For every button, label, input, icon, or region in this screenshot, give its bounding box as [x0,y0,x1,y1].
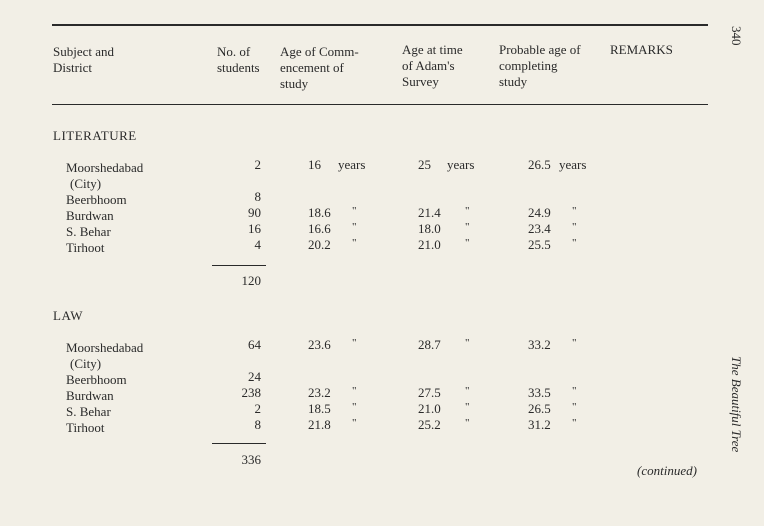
completing-age: 25.5 [528,237,551,252]
section-title: LAW [53,308,84,323]
commencement-unit: " [352,205,357,217]
commencement-unit: " [352,337,357,349]
district-name: Burdwan [66,208,114,223]
district-name: S. Behar [66,404,111,419]
adam-unit: " [465,205,470,217]
completing-unit: " [572,337,577,349]
commencement-age: 16.6 [308,221,331,236]
adam-age: 28.7 [418,337,441,352]
commencement-age: 18.5 [308,401,331,416]
running-title: The Beautiful Tree [729,356,744,453]
adam-age: 25.2 [418,417,441,432]
completing-age: 23.4 [528,221,551,236]
completing-age: 31.2 [528,417,551,432]
completing-unit: " [572,417,577,429]
commencement-age: 20.2 [308,237,331,252]
students-count: 16 [248,221,261,236]
header-commencement: Age of Comm- encement of study [280,44,359,91]
total-rule [212,265,266,266]
adam-age: 21.0 [418,401,441,416]
continued-note: (continued) [637,463,697,478]
district-name: S. Behar [66,224,111,239]
adam-age: 27.5 [418,385,441,400]
students-total: 120 [241,273,261,288]
adam-age: 25 [418,157,431,172]
commencement-age: 23.6 [308,337,331,352]
district-name: Beerbhoom [66,372,127,387]
header-subject: Subject and District [53,44,115,75]
completing-unit: years [559,157,587,172]
students-count: 8 [254,189,261,204]
district-name: Beerbhoom [66,192,127,207]
adam-age: 21.0 [418,237,441,252]
commencement-age: 16 [308,157,321,172]
students-count: 4 [254,237,261,252]
commencement-unit: " [352,221,357,233]
completing-age: 26.5 [528,401,551,416]
completing-unit: " [572,401,577,413]
commencement-unit: " [352,237,357,249]
header-adam-survey: Age at time of Adam's Survey [402,42,463,89]
completing-age: 24.9 [528,205,551,220]
students-count: 24 [248,369,261,384]
commencement-unit: " [352,401,357,413]
page-number: 340 [729,26,744,46]
commencement-unit: years [338,157,366,172]
completing-unit: " [572,205,577,217]
students-count: 2 [254,401,261,416]
district-name: Tirhoot [66,240,105,255]
commencement-unit: " [352,385,357,397]
commencement-unit: " [352,417,357,429]
students-count: 2 [254,157,261,172]
adam-unit: " [465,417,470,429]
commencement-age: 23.2 [308,385,331,400]
district-name: Moorshedabad [66,340,144,355]
header-completing: Probable age of completing study [499,42,581,89]
commencement-age: 21.8 [308,417,331,432]
adam-unit: " [465,385,470,397]
section-title: LITERATURE [53,128,137,143]
total-rule [212,443,266,444]
adam-unit: " [465,237,470,249]
adam-unit: " [465,401,470,413]
district-name: Burdwan [66,388,114,403]
district-name: Moorshedabad [66,160,144,175]
district-name: Tirhoot [66,420,105,435]
completing-unit: " [572,221,577,233]
adam-unit: " [465,221,470,233]
students-count: 238 [241,385,261,400]
district-name-line2: (City) [70,176,102,191]
students-total: 336 [241,452,261,467]
completing-age: 33.2 [528,337,551,352]
district-name-line2: (City) [70,356,102,371]
top-rule [52,24,708,26]
adam-age: 18.0 [418,221,441,236]
students-count: 8 [254,417,261,432]
completing-age: 26.5 [528,157,551,172]
students-count: 90 [248,205,261,220]
students-count: 64 [248,337,261,352]
adam-age: 21.4 [418,205,441,220]
completing-age: 33.5 [528,385,551,400]
adam-unit: years [447,157,475,172]
header-rule [52,104,708,105]
adam-unit: " [465,337,470,349]
header-students: No. of students [217,44,260,75]
completing-unit: " [572,237,577,249]
commencement-age: 18.6 [308,205,331,220]
completing-unit: " [572,385,577,397]
header-remarks: REMARKS [610,42,673,57]
